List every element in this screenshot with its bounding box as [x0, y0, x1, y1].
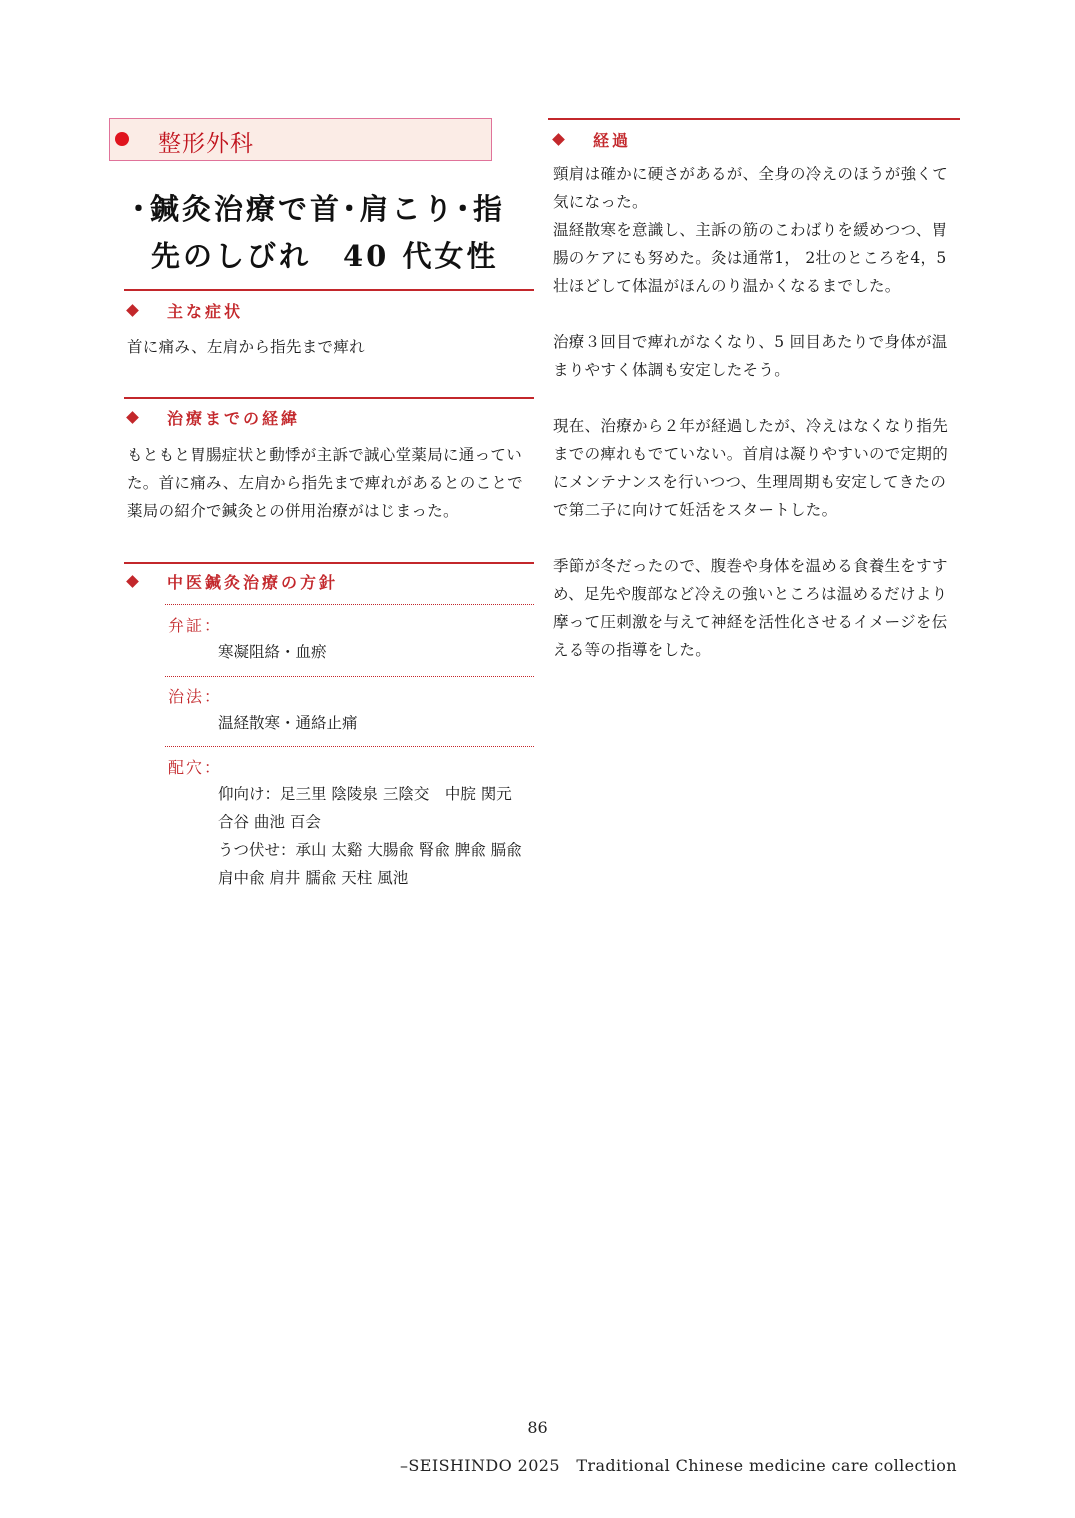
category-box	[109, 118, 492, 161]
method-divider	[165, 676, 534, 677]
symptoms-divider	[124, 289, 534, 291]
method-value: 温経散寒・通絡止痛	[218, 714, 358, 732]
symptoms-text: 首に痛み、左肩から指先まで痺れ	[127, 338, 365, 356]
category-label: 整形外科	[158, 131, 254, 157]
progress-heading-text: 経過	[593, 131, 632, 150]
progress-paragraph: 季節が冬だったので、腹巻や身体を温める食養生をすすめ、足先や腹部など冷えの強いところは温めるだけより摩って圧刺激を与えて神経を活性化させるイメージを伝える等の指導をした。	[553, 557, 948, 659]
title-line-2: 先のしびれ 40 代女性	[151, 239, 499, 273]
progress-paragraph: 頸肩は確かに硬さがあるが、全身の冷えのほうが強くて気になった。	[553, 165, 949, 211]
history-divider	[124, 397, 534, 399]
diamond-icon	[126, 575, 139, 588]
progress-paragraph: 治療３回目で痺れがなくなり、5 回目あたりで身体が温まりやすく体調も安定したそう。	[553, 333, 948, 379]
diagnosis-divider	[165, 604, 534, 605]
footer-credit: –SEISHINDO 2025 Traditional Chinese medicine care collection	[400, 1456, 957, 1475]
policy-heading-text: 中医鍼灸治療の方針	[167, 573, 339, 592]
diamond-icon	[126, 411, 139, 424]
page-number: 86	[527, 1418, 548, 1437]
category-bullet-icon	[115, 132, 129, 146]
progress-paragraph: 現在、治療から２年が経過したが、冷えはなくなり指先までの痺れもでていない。首肩は凝りやすいので定期的にメンテナンスを行いつつ、生理周期も安定してきたので第二子に向けて妊活をスタートした。	[553, 417, 949, 519]
diagnosis-value: 寒凝阻絡・血瘀	[218, 643, 327, 661]
diamond-icon	[126, 304, 139, 317]
page-title	[124, 186, 534, 280]
method-label: 治法：	[168, 687, 223, 706]
history-text: もともと胃腸症状と動悸が主訴で誠心堂薬局に通っていた。首に痛み、左肩から指先まで痺れがあるとのことで薬局の紹介で鍼灸との併用治療がはじまった。	[127, 446, 523, 520]
progress-divider	[548, 118, 960, 120]
title-bullet: ・	[124, 192, 157, 226]
policy-divider	[124, 562, 534, 564]
history-heading-text: 治療までの経緯	[167, 409, 301, 428]
points-label: 配穴：	[168, 758, 223, 777]
points-supine: 仰向け：足三里 陰陵泉 三陰交 中脘 関元 合谷 曲池 百会	[218, 785, 512, 831]
symptoms-heading-text: 主な症状	[167, 302, 244, 321]
symptoms-heading	[124, 299, 243, 322]
policy-heading	[124, 570, 338, 593]
diamond-icon	[552, 133, 565, 146]
progress-body	[553, 160, 955, 664]
progress-paragraph: 温経散寒を意識し、主訴の筋のこわばりを緩めつつ、胃腸のケアにも努めた。灸は通常1， 2壮のところを4，5壮ほどして体温がほんのり温かくなるまでした。	[553, 221, 948, 295]
diagnosis-label: 弁証：	[168, 616, 223, 635]
progress-heading	[550, 128, 631, 151]
points-divider	[165, 746, 534, 747]
points-prone: うつ伏せ：承山 太谿 大腸兪 腎兪 脾兪 膈兪 肩中兪 肩井 臑兪 天柱 風池	[218, 841, 522, 887]
history-heading	[124, 406, 300, 429]
title-line-1: 鍼灸治療で首･肩こり･指	[150, 192, 506, 226]
